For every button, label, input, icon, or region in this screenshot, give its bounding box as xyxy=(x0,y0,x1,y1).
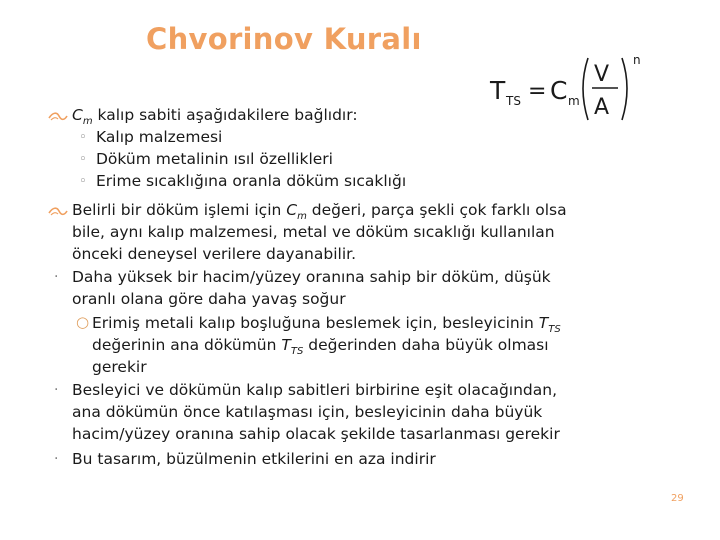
cm-subscript: m xyxy=(297,211,307,223)
bullet-2-line-3: önceki deneysel verilere dayanabilir. xyxy=(72,245,357,263)
sub-bullet-ring: ◦ xyxy=(79,174,87,189)
bullet-3-line-1: Daha yüksek bir hacim/yüzey oranına sahip bir döküm, düşük xyxy=(72,268,551,286)
sub-text-1: Erimiş metali kalıp boşluğuna beslemek için, besleyicinin xyxy=(92,314,539,332)
tts-subscript: TS xyxy=(290,346,304,358)
formula-exponent: n xyxy=(633,53,641,67)
tts-subscript: TS xyxy=(548,324,561,336)
formula-lhs-subscript: TS xyxy=(506,94,521,108)
dot-bullet-icon: · xyxy=(54,382,59,398)
bullet-1-sub-2: Döküm metalinin ısıl özellikleri xyxy=(96,150,333,168)
bullet-4-line-1: Besleyici ve dökümün kalıp sabitleri birbirine eşit olacağından, xyxy=(72,381,558,399)
dot-bullet-icon: · xyxy=(54,451,59,467)
formula-lhs: T xyxy=(490,76,506,105)
slide-title: Chvorinov Kuralı xyxy=(146,22,422,56)
cm-variable: C xyxy=(72,106,83,124)
bullet-3-line-2: oranlı olana göre daha yavaş soğur xyxy=(72,290,346,308)
tts-variable: T xyxy=(538,314,549,332)
cm-subscript: m xyxy=(82,116,93,128)
bullet-1-sub-1: Kalıp malzemesi xyxy=(96,128,223,146)
bullet-5-line-1: Bu tasarım, büzülmenin etkilerini en aza indirir xyxy=(72,450,436,468)
formula-denominator: A xyxy=(594,95,610,120)
flourish-bullet-icon xyxy=(48,111,68,123)
sub-text-3: değerinden daha büyük olması xyxy=(303,336,549,354)
flourish-bullet-icon xyxy=(48,206,68,218)
bullet-1-label: kalıp sabiti aşağıdakilere bağlıdır: xyxy=(92,106,358,124)
formula-equals: = xyxy=(528,79,547,104)
formula-coefficient-subscript: m xyxy=(568,94,580,108)
bullet-2-part-1: Belirli bir döküm işlemi için xyxy=(72,201,287,219)
bullet-2-part-2: değeri, parça şekli çok farklı olsa xyxy=(306,201,567,219)
circle-bullet-icon: ○ xyxy=(76,313,90,331)
bullet-4-line-2: ana dökümün önce katılaşması için, besleyicinin daha büyük xyxy=(72,403,543,421)
cm-variable: C xyxy=(286,201,298,219)
sub-bullet-ring: ◦ xyxy=(79,130,87,145)
formula-coefficient: C xyxy=(550,76,568,105)
slide-number: 29 xyxy=(671,493,684,504)
bullet-3-sub-line-3: gerekir xyxy=(92,358,147,376)
tts-variable: T xyxy=(281,336,291,354)
bullet-1-sub-3: Erime sıcaklığına oranla döküm sıcaklığı xyxy=(96,172,407,190)
bullet-2-line-2: bile, aynı kalıp malzemesi, metal ve döküm sıcaklığı kullanılan xyxy=(72,223,555,241)
sub-text-2: değerinin ana dökümün xyxy=(92,336,282,354)
formula-numerator: V xyxy=(594,62,610,87)
bullet-4-line-3: hacim/yüzey oranına sahip olacak şekilde tasarlanması gerekir xyxy=(72,425,560,443)
bullet-3-sub-line-2 xyxy=(92,334,549,363)
sub-bullet-ring: ◦ xyxy=(79,152,87,167)
dot-bullet-icon: · xyxy=(54,269,59,285)
